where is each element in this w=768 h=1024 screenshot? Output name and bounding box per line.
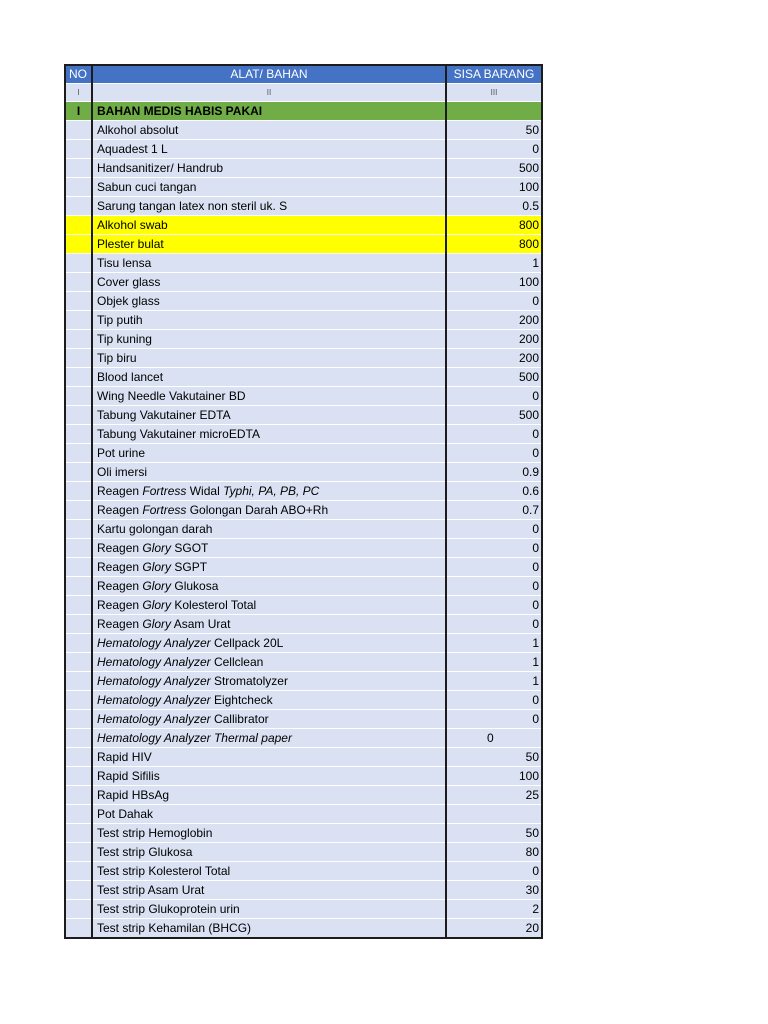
item-name-part: Typhi, PA, PB, PC [223,483,320,498]
item-name-part: Reagen [97,540,143,555]
item-name-part: Sarung tangan latex non steril uk. S [97,198,288,213]
item-name-part: Glukosa [171,578,219,593]
item-name-cell[interactable] [92,273,446,292]
item-qty-cell[interactable]: 0 [446,539,542,558]
item-name-part: Alkohol absolut [97,122,179,137]
item-name-cell[interactable] [92,235,446,254]
item-name-part: Eightcheck [210,692,273,707]
item-name-cell[interactable] [92,482,446,501]
row-number-cell[interactable] [65,691,92,710]
table-row [65,558,542,577]
item-name-cell[interactable] [92,539,446,558]
row-number-cell[interactable] [65,292,92,311]
item-name-part: Callibrator [210,711,269,726]
column-number-1[interactable]: I [65,84,92,102]
item-name-part: Reagen [97,483,143,498]
table-row [65,710,542,729]
item-name-part: Fortress [142,502,187,517]
table-row [65,216,542,235]
item-name-part: Objek glass [97,293,160,308]
item-qty-cell[interactable]: 0 [446,444,542,463]
row-number-cell[interactable] [65,178,92,197]
table-row [65,729,542,748]
row-number-cell[interactable] [65,387,92,406]
item-name-cell[interactable] [92,596,446,615]
row-number-cell[interactable] [65,767,92,786]
item-qty-cell[interactable]: 100 [446,178,542,197]
item-name-part: Handsanitizer/ Handrub [97,160,224,175]
table-row [65,843,542,862]
item-name-cell[interactable] [92,368,446,387]
item-name-part: Reagen [97,559,143,574]
table-row [65,520,542,539]
item-name-part: Glory [142,578,172,593]
item-name-part: Test strip Kehamilan (BHCG) [97,920,252,935]
item-qty-cell[interactable]: 0 [446,577,542,596]
row-number-cell[interactable] [65,615,92,634]
table-row [65,596,542,615]
item-qty-cell[interactable]: 2 [446,900,542,919]
item-name-cell[interactable] [92,292,446,311]
row-number-cell[interactable] [65,501,92,520]
row-number-cell[interactable] [65,900,92,919]
item-qty-cell[interactable]: 50 [446,121,542,140]
table-body [65,65,542,938]
item-name-part: Tisu lensa [97,255,152,270]
item-name-part: Pot Dahak [97,806,154,821]
column-number-2[interactable]: II [92,84,446,102]
row-number-cell[interactable] [65,919,92,939]
item-name-part: Tabung Vakutainer EDTA [97,407,231,422]
item-name-part: Glory [142,616,172,631]
row-number-cell[interactable] [65,520,92,539]
item-qty-cell[interactable]: 0.7 [446,501,542,520]
item-name-cell[interactable] [92,254,446,273]
section-qty-cell[interactable] [446,102,542,121]
item-name-cell[interactable] [92,710,446,729]
row-number-cell[interactable] [65,843,92,862]
item-name-part: Asam Urat [171,616,231,631]
row-number-cell[interactable] [65,577,92,596]
item-qty-cell[interactable]: 80 [446,843,542,862]
table-row [65,691,542,710]
table-row [65,273,542,292]
item-name-cell[interactable] [92,805,446,824]
item-name-part: Test strip Glukoprotein urin [97,901,240,916]
item-qty-cell[interactable]: 0 [446,425,542,444]
row-number-cell[interactable] [65,425,92,444]
item-name-cell[interactable] [92,577,446,596]
item-name-part: Hematology Analyzer [97,692,211,707]
item-name-cell[interactable] [92,178,446,197]
row-number-cell[interactable] [65,786,92,805]
table-row [65,767,542,786]
table-row [65,463,542,482]
row-number-cell[interactable] [65,482,92,501]
item-name-part: Cover glass [97,274,161,289]
table-row [65,919,542,939]
table-row [65,159,542,178]
section-title[interactable]: BAHAN MEDIS HABIS PAKAI [92,102,446,121]
row-number-cell[interactable] [65,805,92,824]
item-name-part: Test strip Kolesterol Total [97,863,231,878]
item-qty-cell[interactable]: 0.6 [446,482,542,501]
item-qty-cell[interactable]: 200 [446,311,542,330]
item-qty-cell[interactable]: 500 [446,368,542,387]
item-qty-cell[interactable]: 100 [446,273,542,292]
row-number-cell[interactable] [65,463,92,482]
table-row [65,425,542,444]
row-number-cell[interactable] [65,862,92,881]
table-row [65,805,542,824]
row-number-cell[interactable] [65,748,92,767]
row-number-cell[interactable] [65,444,92,463]
table-row [65,881,542,900]
table-row [65,330,542,349]
table-row [65,539,542,558]
item-name-cell[interactable] [92,672,446,691]
item-name-part: Pot urine [97,445,146,460]
table-row [65,178,542,197]
item-name-part: Widal [186,483,224,498]
header-name[interactable]: ALAT/ BAHAN [92,65,446,84]
item-qty-cell[interactable]: 200 [446,330,542,349]
item-qty-cell[interactable]: 0 [446,558,542,577]
item-qty-cell[interactable]: 500 [446,159,542,178]
item-qty-cell[interactable]: 0 [446,140,542,159]
item-qty-cell[interactable] [446,805,542,824]
table-row [65,197,542,216]
item-name-part: Test strip Asam Urat [97,882,205,897]
row-number-cell[interactable] [65,311,92,330]
table-row [65,235,542,254]
table-row [65,292,542,311]
item-qty-cell[interactable]: 800 [446,235,542,254]
item-qty-cell[interactable]: 1 [446,672,542,691]
item-name-cell[interactable] [92,786,446,805]
item-name-part: Glory [142,559,172,574]
item-name-part: Sabun cuci tangan [97,179,197,194]
item-name-part: Hematology Analyzer [97,673,211,688]
item-qty-cell[interactable]: 800 [446,216,542,235]
item-name-cell[interactable] [92,615,446,634]
header-row [65,65,542,84]
item-name-cell[interactable] [92,311,446,330]
item-qty-cell[interactable]: 0 [446,596,542,615]
item-name-part: Test strip Hemoglobin [97,825,213,840]
item-name-cell[interactable] [92,349,446,368]
item-name-cell[interactable] [92,634,446,653]
header-no[interactable]: NO [65,65,92,84]
row-number-cell[interactable] [65,596,92,615]
item-name-part: Fortress [142,483,187,498]
row-number-cell[interactable] [65,330,92,349]
item-name-part: Tip putih [97,312,143,327]
item-name-part: Tabung Vakutainer microEDTA [97,426,260,441]
row-number-cell[interactable] [65,653,92,672]
table-row [65,387,542,406]
table-row [65,501,542,520]
item-qty-cell[interactable]: 0 [446,862,542,881]
item-name-part: Test strip Glukosa [97,844,193,859]
item-name-part: Glory [142,597,172,612]
item-qty-cell[interactable]: 0 [446,387,542,406]
item-name-cell[interactable] [92,900,446,919]
item-name-cell[interactable] [92,197,446,216]
item-name-cell[interactable] [92,501,446,520]
item-name-part: Hematology Analyzer [97,654,211,669]
item-name-cell[interactable] [92,558,446,577]
item-name-part: Rapid HBsAg [97,787,170,802]
item-name-part: SGOT [171,540,209,555]
item-qty-cell[interactable]: 50 [446,748,542,767]
table-row [65,862,542,881]
item-name-part: Blood lancet [97,369,164,384]
item-name-part: Cellpack 20L [210,635,284,650]
item-name-part: Tip biru [97,350,137,365]
inventory-table [64,64,543,939]
row-number-cell[interactable] [65,159,92,178]
item-name-cell[interactable] [92,881,446,900]
item-qty-cell[interactable]: 0 [446,615,542,634]
table-row [65,368,542,387]
item-qty-cell[interactable]: 0 [446,710,542,729]
row-number-cell[interactable] [65,216,92,235]
row-number-cell[interactable] [65,140,92,159]
item-name-cell[interactable] [92,463,446,482]
item-name-cell[interactable] [92,862,446,881]
item-name-part: Reagen [97,616,143,631]
row-number-cell[interactable] [65,710,92,729]
row-number-cell[interactable] [65,254,92,273]
item-name-part: Aquadest 1 L [97,141,168,156]
item-name-part: Kartu golongan darah [97,521,213,536]
item-name-part: Golongan Darah ABO+Rh [186,502,329,517]
item-qty-cell[interactable]: 0.5 [446,197,542,216]
row-number-cell[interactable] [65,349,92,368]
row-number-cell[interactable] [65,881,92,900]
item-name-cell[interactable] [92,843,446,862]
header-qty[interactable]: SISA BARANG [446,65,542,84]
item-name-part: Wing Needle Vakutainer BD [97,388,246,403]
item-qty-cell[interactable]: 1 [446,653,542,672]
row-number-cell[interactable] [65,539,92,558]
row-number-cell[interactable] [65,368,92,387]
table-row [65,900,542,919]
item-name-part: Plester bulat [97,236,164,251]
item-name-cell[interactable] [92,406,446,425]
table-row [65,254,542,273]
item-name-cell[interactable] [92,520,446,539]
table-row [65,121,542,140]
item-name-part: Glory [142,540,172,555]
item-name-cell[interactable] [92,140,446,159]
table-row [65,577,542,596]
row-number-cell[interactable] [65,406,92,425]
item-qty-cell[interactable]: 0 [446,729,542,748]
row-number-cell[interactable] [65,197,92,216]
item-qty-cell[interactable]: 0 [446,691,542,710]
row-number-cell[interactable] [65,273,92,292]
item-name-part: Cellclean [210,654,264,669]
item-qty-cell[interactable]: 100 [446,767,542,786]
item-name-cell[interactable] [92,653,446,672]
item-name-cell[interactable] [92,121,446,140]
item-name-part: Reagen [97,578,143,593]
row-number-cell[interactable] [65,121,92,140]
table-row [65,311,542,330]
column-numbering-row [65,84,542,102]
item-name-part: Hematology Analyzer [97,635,211,650]
item-name-part: Alkohol swab [97,217,168,232]
item-name-part: Rapid Sifilis [97,768,160,783]
table-row [65,786,542,805]
section-number[interactable]: I [65,102,92,121]
item-qty-cell[interactable]: 1 [446,254,542,273]
table-row [65,653,542,672]
item-name-part: Hematology Analyzer [97,711,211,726]
item-name-cell[interactable] [92,767,446,786]
row-number-cell[interactable] [65,558,92,577]
column-number-3[interactable]: III [446,84,542,102]
item-name-cell[interactable] [92,691,446,710]
item-qty-cell[interactable]: 20 [446,919,542,939]
item-name-cell[interactable] [92,729,446,748]
item-name-cell[interactable] [92,919,446,939]
item-name-part: Tip kuning [97,331,152,346]
item-name-cell[interactable] [92,748,446,767]
table-row [65,748,542,767]
item-qty-cell[interactable]: 50 [446,824,542,843]
row-number-cell[interactable] [65,235,92,254]
item-name-cell[interactable] [92,824,446,843]
item-name-part: Hematology Analyzer Thermal paper [97,730,292,745]
item-name-cell[interactable] [92,444,446,463]
table-row [65,824,542,843]
item-qty-cell[interactable]: 200 [446,349,542,368]
item-name-part: Stromatolyzer [210,673,288,688]
item-name-cell[interactable] [92,387,446,406]
item-name-cell[interactable] [92,330,446,349]
item-qty-cell[interactable]: 30 [446,881,542,900]
item-qty-cell[interactable]: 500 [446,406,542,425]
inventory-sheet [64,64,541,939]
item-qty-cell[interactable]: 0 [446,520,542,539]
item-name-part: Rapid HIV [97,749,152,764]
item-name-part: Reagen [97,502,143,517]
table-row [65,406,542,425]
item-qty-cell[interactable]: 0 [446,292,542,311]
table-row [65,140,542,159]
item-qty-cell[interactable]: 0.9 [446,463,542,482]
table-row [65,634,542,653]
table-row [65,482,542,501]
row-number-cell[interactable] [65,672,92,691]
item-name-part: Reagen [97,597,143,612]
table-row [65,444,542,463]
item-name-part: Oli imersi [97,464,147,479]
item-name-part: SGPT [171,559,208,574]
table-row [65,615,542,634]
item-name-cell[interactable] [92,159,446,178]
table-row [65,672,542,691]
item-name-cell[interactable] [92,425,446,444]
item-qty-cell[interactable]: 25 [446,786,542,805]
row-number-cell[interactable] [65,824,92,843]
section-row [65,102,542,121]
row-number-cell[interactable] [65,634,92,653]
table-row [65,349,542,368]
item-name-part: Kolesterol Total [171,597,257,612]
row-number-cell[interactable] [65,729,92,748]
item-qty-cell[interactable]: 1 [446,634,542,653]
item-name-cell[interactable] [92,216,446,235]
